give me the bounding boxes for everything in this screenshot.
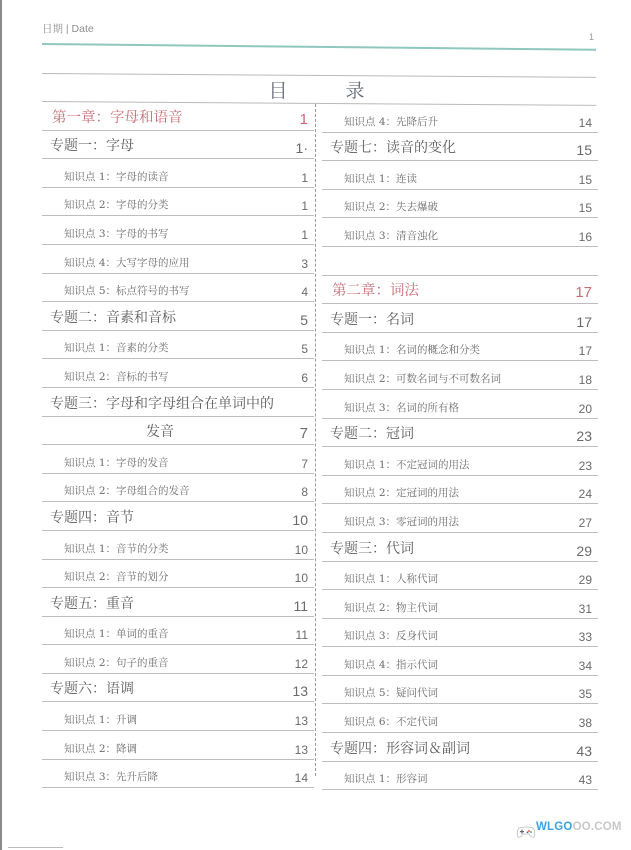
page-bottom-edge	[8, 847, 63, 848]
toc-entry-point[interactable]	[322, 562, 598, 591]
toc-entry-label: 专题三：字母和字母组合在单词中的	[50, 395, 274, 412]
toc-entry-point[interactable]	[42, 645, 314, 674]
toc-entry-label: 专题四：形容词＆副词	[330, 740, 470, 757]
toc-entry-page: 13	[294, 742, 308, 757]
toc-entry-point[interactable]	[42, 445, 314, 474]
gamepad-icon	[516, 823, 536, 842]
toc-entry-page: 29	[578, 573, 592, 588]
page-left-edge	[0, 0, 2, 850]
toc-entry-topic[interactable]	[42, 388, 314, 417]
toc-entry-page: 15	[576, 142, 592, 159]
toc-entry-point[interactable]	[42, 274, 314, 303]
toc-entry-page: 17	[578, 344, 592, 359]
toc-entry-topic[interactable]	[322, 133, 598, 162]
toc-entry-point[interactable]	[322, 190, 598, 219]
toc-entry-label: 专题一：名词	[330, 311, 414, 328]
toc-entry-label: 知识点 1：连读	[344, 172, 418, 185]
toc-entry-point[interactable]	[322, 390, 598, 419]
toc-entry-point[interactable]	[42, 245, 314, 274]
toc-entry-page: 20	[578, 401, 592, 416]
toc-entry-page: 23	[576, 428, 592, 445]
toc-entry-label: 知识点 2：定冠词的用法	[344, 487, 460, 500]
toc-entry-page: 8	[301, 485, 308, 500]
toc-entry-page: 15	[578, 172, 592, 187]
toc-entry-page: 43	[576, 742, 592, 759]
toc-entry-page: 7	[299, 425, 308, 443]
toc-entry-label: 知识点 2：音节的划分	[64, 571, 169, 584]
toc-entry-label: 知识点 1：升调	[64, 714, 138, 727]
toc-entry-page: 1·	[295, 140, 308, 157]
toc-entry-page: 24	[578, 487, 592, 502]
toc-entry-page: 13	[294, 714, 308, 729]
toc-entry-point[interactable]	[322, 104, 598, 133]
toc-entry-page: 1	[299, 110, 308, 128]
toc-entry-point[interactable]	[42, 216, 314, 245]
toc-entry-point[interactable]	[42, 331, 314, 360]
toc-entry-page: 6	[301, 370, 308, 385]
toc-right-column	[322, 104, 598, 790]
toc-entry-page: 11	[293, 597, 308, 614]
toc-entry-point[interactable]	[322, 333, 598, 362]
toc-entry-point[interactable]	[322, 447, 598, 476]
toc-entry-label: 专题七：读音的变化	[330, 140, 456, 157]
toc-entry-label: 知识点 2：失去爆破	[344, 201, 439, 214]
toc-entry-point[interactable]	[42, 560, 314, 589]
toc-entry-label: 知识点 3：先升后降	[64, 771, 159, 784]
toc-entry-page: 34	[578, 658, 592, 673]
toc-entry-page: 14	[294, 771, 308, 786]
toc-entry-chapter[interactable]	[322, 276, 598, 305]
toc-entry-label: 知识点 1：名词的概念和分类	[344, 344, 481, 357]
toc-entry-topic[interactable]	[322, 304, 598, 333]
toc-entry-point[interactable]	[42, 359, 314, 388]
toc-entry-label: 专题二：音素和音标	[50, 309, 176, 326]
toc-entry-page: 5	[301, 342, 308, 357]
toc-entry-page: 29	[576, 542, 592, 559]
date-label: 日期 | Date	[42, 23, 94, 35]
toc-entry-point[interactable]	[42, 474, 314, 503]
toc-entry-page: 3	[301, 256, 308, 271]
toc-entry-page: 11	[295, 628, 308, 643]
toc-entry-label: 知识点 1：单词的重音	[64, 628, 169, 641]
toc-entry-label: 知识点 3：清音浊化	[344, 229, 439, 242]
page-number: 1	[589, 32, 595, 42]
toc-entry-topic[interactable]	[42, 131, 314, 160]
toc-entry-page: 38	[578, 716, 592, 731]
watermark-text: WLGOOO.COM	[536, 821, 622, 833]
toc-entry-label: 第二章：词法	[332, 283, 419, 300]
toc-entry-label: 知识点 1：不定冠词的用法	[344, 458, 470, 471]
toc-entry-point[interactable]	[42, 531, 314, 560]
toc-entry-page: 15	[578, 201, 592, 216]
toc-entry-point[interactable]	[322, 504, 598, 533]
toc-entry-label: 知识点 2：字母的分类	[64, 199, 169, 212]
toc-entry-page: 12	[294, 656, 308, 671]
toc-entry-blank	[322, 247, 598, 276]
toc-entry-label: 知识点 1：人称代词	[344, 573, 439, 586]
toc-entry-label: 知识点 3：零冠词的用法	[344, 515, 460, 528]
toc-entry-label: 发音	[146, 424, 174, 441]
toc-entry-point[interactable]	[42, 159, 314, 188]
toc-entry-label: 知识点 4：先降后升	[344, 115, 439, 128]
toc-entry-label: 知识点 2：降调	[64, 742, 138, 755]
toc-entry-point[interactable]	[42, 188, 314, 217]
toc-entry-page: 13	[292, 683, 308, 700]
toc-left-column	[42, 102, 314, 788]
toc-entry-page: 1	[301, 170, 308, 185]
toc-entry-topic[interactable]	[322, 533, 598, 562]
toc-entry-label: 知识点 2：音标的书写	[64, 370, 169, 383]
toc-entry-page: 10	[294, 542, 308, 557]
toc-entry-topic[interactable]	[42, 502, 314, 531]
toc-entry-label: 知识点 3：名词的所有格	[344, 401, 460, 414]
toc-entry-label: 知识点 2：字母组合的发音	[64, 485, 190, 498]
toc-title: 目 录	[268, 80, 391, 102]
toc-entry-label: 知识点 5：疑问代词	[344, 687, 439, 700]
toc-entry-point[interactable]	[322, 704, 598, 733]
toc-entry-label: 知识点 2：句子的重音	[64, 656, 169, 669]
toc-entry-label: 专题二：冠词	[330, 426, 414, 443]
toc-entry-point[interactable]	[322, 476, 598, 505]
toc-entry-label: 知识点 3：字母的书写	[64, 227, 169, 240]
toc-entry-page: 4	[301, 285, 308, 300]
toc-entry-label: 知识点 6：不定代词	[344, 716, 439, 729]
toc-entry-point[interactable]	[322, 361, 598, 390]
toc-entry-chapter[interactable]	[42, 102, 314, 131]
toc-entry-topic[interactable]	[42, 302, 314, 331]
toc-entry-point[interactable]	[322, 619, 598, 648]
toc-entry-topic-cont[interactable]	[42, 417, 314, 446]
toc-entry-point[interactable]	[42, 731, 314, 760]
toc-entry-page: 1	[301, 227, 308, 242]
toc-entry-page: 14	[578, 115, 592, 130]
toc-entry-label: 专题四：音节	[50, 509, 134, 526]
toc-entry-point[interactable]	[322, 762, 598, 791]
toc-entry-page: 31	[578, 601, 592, 616]
toc-entry-point[interactable]	[322, 676, 598, 705]
toc-entry-label: 知识点 1：字母的发音	[64, 456, 169, 469]
toc-entry-label: 知识点 1：形容词	[344, 773, 428, 786]
toc-entry-label: 知识点 2：物主代词	[344, 601, 439, 614]
toc-entry-label: 第一章：字母和语音	[52, 109, 183, 126]
toc-entry-page: 17	[576, 313, 592, 330]
toc-entry-page: 1	[301, 199, 308, 214]
toc-entry-label: 知识点 1：字母的读音	[64, 170, 169, 183]
toc-entry-page: 5	[300, 311, 308, 328]
toc-entry-page: 43	[578, 773, 592, 788]
toc-entry-page: 27	[578, 515, 592, 530]
toc-entry-label: 知识点 4：指示代词	[344, 658, 439, 671]
toc-entry-point[interactable]	[322, 590, 598, 619]
toc-entry-point[interactable]	[42, 702, 314, 731]
toc-entry-page: 10	[292, 511, 308, 528]
toc-entry-point[interactable]	[42, 617, 314, 646]
toc-entry-point[interactable]	[42, 760, 314, 789]
header-rule	[42, 43, 596, 51]
toc-entry-page: 35	[578, 687, 592, 702]
toc-entry-label: 专题六：语调	[50, 681, 134, 698]
toc-entry-page: 7	[301, 456, 308, 471]
column-divider	[315, 104, 316, 776]
toc-entry-page: 23	[578, 458, 592, 473]
toc-entry-label: 知识点 1：音节的分类	[64, 542, 169, 555]
toc-entry-topic[interactable]	[42, 588, 314, 617]
toc-entry-topic[interactable]	[322, 733, 598, 762]
toc-entry-label: 知识点 5：标点符号的书写	[64, 285, 190, 298]
toc-entry-page: 33	[578, 630, 592, 645]
toc-entry-label: 专题五：重音	[50, 595, 134, 612]
toc-entry-label: 知识点 3：反身代词	[344, 630, 439, 643]
toc-entry-page: 10	[294, 571, 308, 586]
toc-entry-point[interactable]	[322, 161, 598, 190]
toc-entry-label: 知识点 4：大写字母的应用	[64, 256, 190, 269]
toc-entry-topic[interactable]	[322, 419, 598, 448]
toc-entry-page: 17	[575, 284, 592, 302]
toc-entry-topic[interactable]	[42, 674, 314, 703]
toc-entry-point[interactable]	[322, 218, 598, 247]
watermark	[516, 812, 631, 842]
toc-entry-label: 知识点 2：可数名词与不可数名词	[344, 372, 502, 385]
toc-entry-label: 知识点 1：音素的分类	[64, 342, 169, 355]
toc-entry-page: 16	[578, 229, 592, 244]
toc-entry-page: 18	[578, 372, 592, 387]
toc-entry-label: 专题一：字母	[50, 138, 134, 155]
toc-entry-point[interactable]	[322, 647, 598, 676]
toc-entry-label: 专题三：代词	[330, 540, 414, 557]
